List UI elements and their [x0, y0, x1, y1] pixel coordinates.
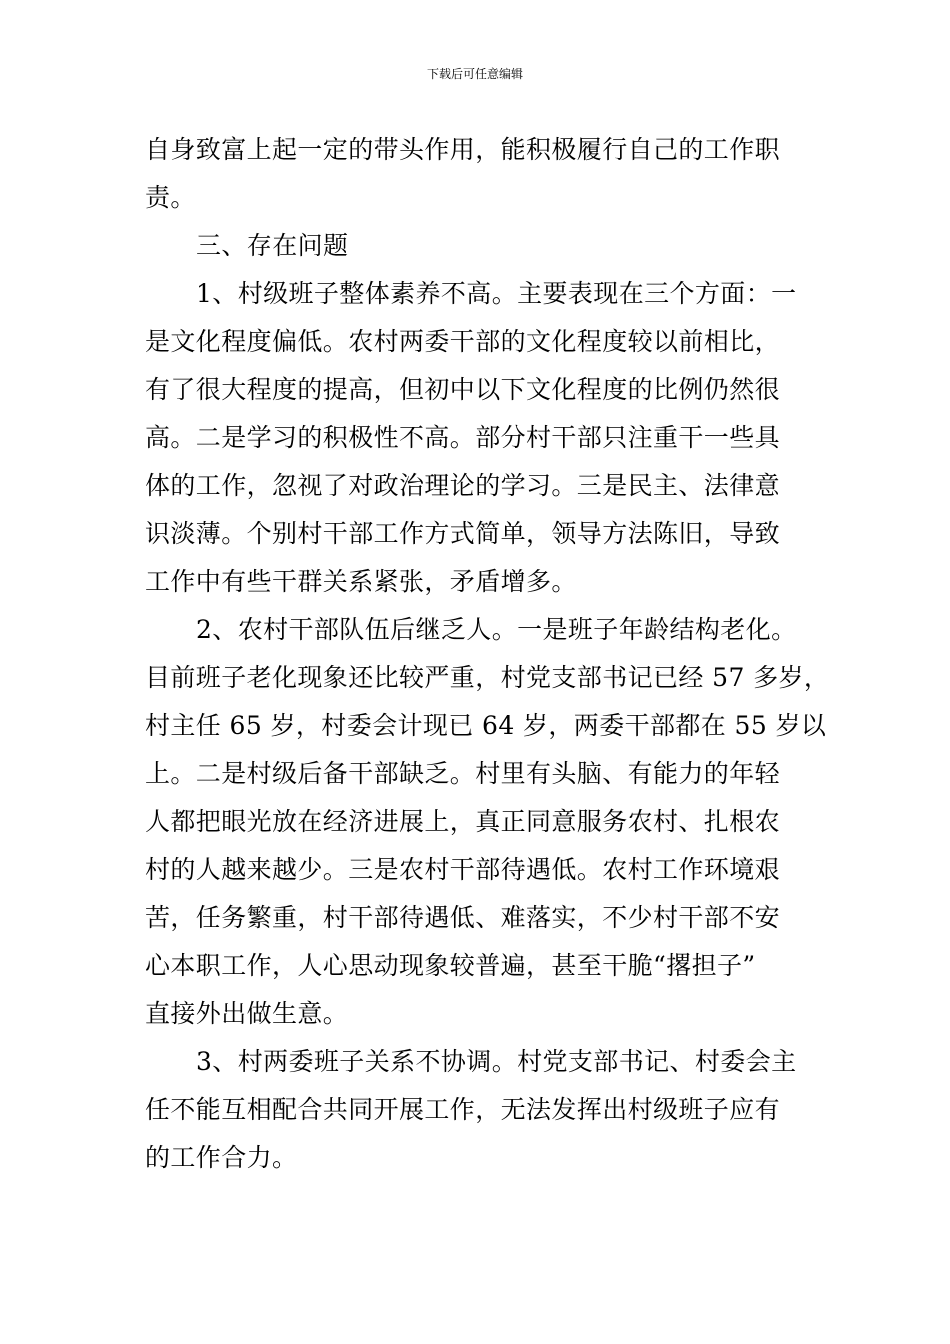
text-line: 的工作合力。 [145, 1143, 298, 1172]
paragraph-2-start: 2、农村干部队伍后继乏人。一是班子年龄结构老化。 [196, 615, 797, 644]
text-line: 上。二是村级后备干部缺乏。村里有头脑、有能力的年轻 [145, 759, 781, 788]
text-line: 体的工作，忽视了对政治理论的学习。三是民主、法律意 [145, 471, 781, 500]
text-line: 村主任 65 岁，村委会计现已 64 岁，两委干部都在 55 岁以 [145, 711, 827, 740]
section-heading: 三、存在问题 [196, 231, 349, 260]
paragraph-1-start: 1、村级班子整体素养不高。主要表现在三个方面：一 [196, 279, 797, 308]
text-line: 是文化程度偏低。农村两委干部的文化程度较以前相比， [145, 327, 781, 356]
text-line: 苦，任务繁重，村干部待遇低、难落实，不少村干部不安 [145, 903, 781, 932]
text-line: 自身致富上起一定的带头作用，能积极履行自己的工作职 [145, 135, 781, 164]
text-line: 识淡薄。个别村干部工作方式简单，领导方法陈旧，导致 [145, 519, 781, 548]
text-line: 村的人越来越少。三是农村干部待遇低。农村工作环境艰 [145, 855, 781, 884]
text-line: 工作中有些干群关系紧张，矛盾增多。 [145, 567, 577, 596]
text-line: 高。二是学习的积极性不高。部分村干部只注重干一些具 [145, 423, 781, 452]
text-line: 有了很大程度的提高，但初中以下文化程度的比例仍然很 [145, 375, 781, 404]
text-line: 目前班子老化现象还比较严重，村党支部书记已经 57 多岁， [145, 663, 830, 692]
paragraph-3-start: 3、村两委班子关系不协调。村党支部书记、村委会主 [196, 1047, 797, 1076]
text-line: 人都把眼光放在经济进展上，真正同意服务农村、扎根农 [145, 807, 781, 836]
text-line: 直接外出做生意。 [145, 999, 349, 1028]
text-line: 任不能互相配合共同开展工作，无法发挥出村级班子应有 [145, 1095, 781, 1124]
text-line: 责。 [145, 183, 196, 212]
document-body [145, 126, 830, 1182]
page-header: 下载后可任意编辑 [426, 67, 523, 81]
text-line: 心本职工作，人心思动现象较普遍，甚至干脆“撂担子” [145, 951, 756, 980]
